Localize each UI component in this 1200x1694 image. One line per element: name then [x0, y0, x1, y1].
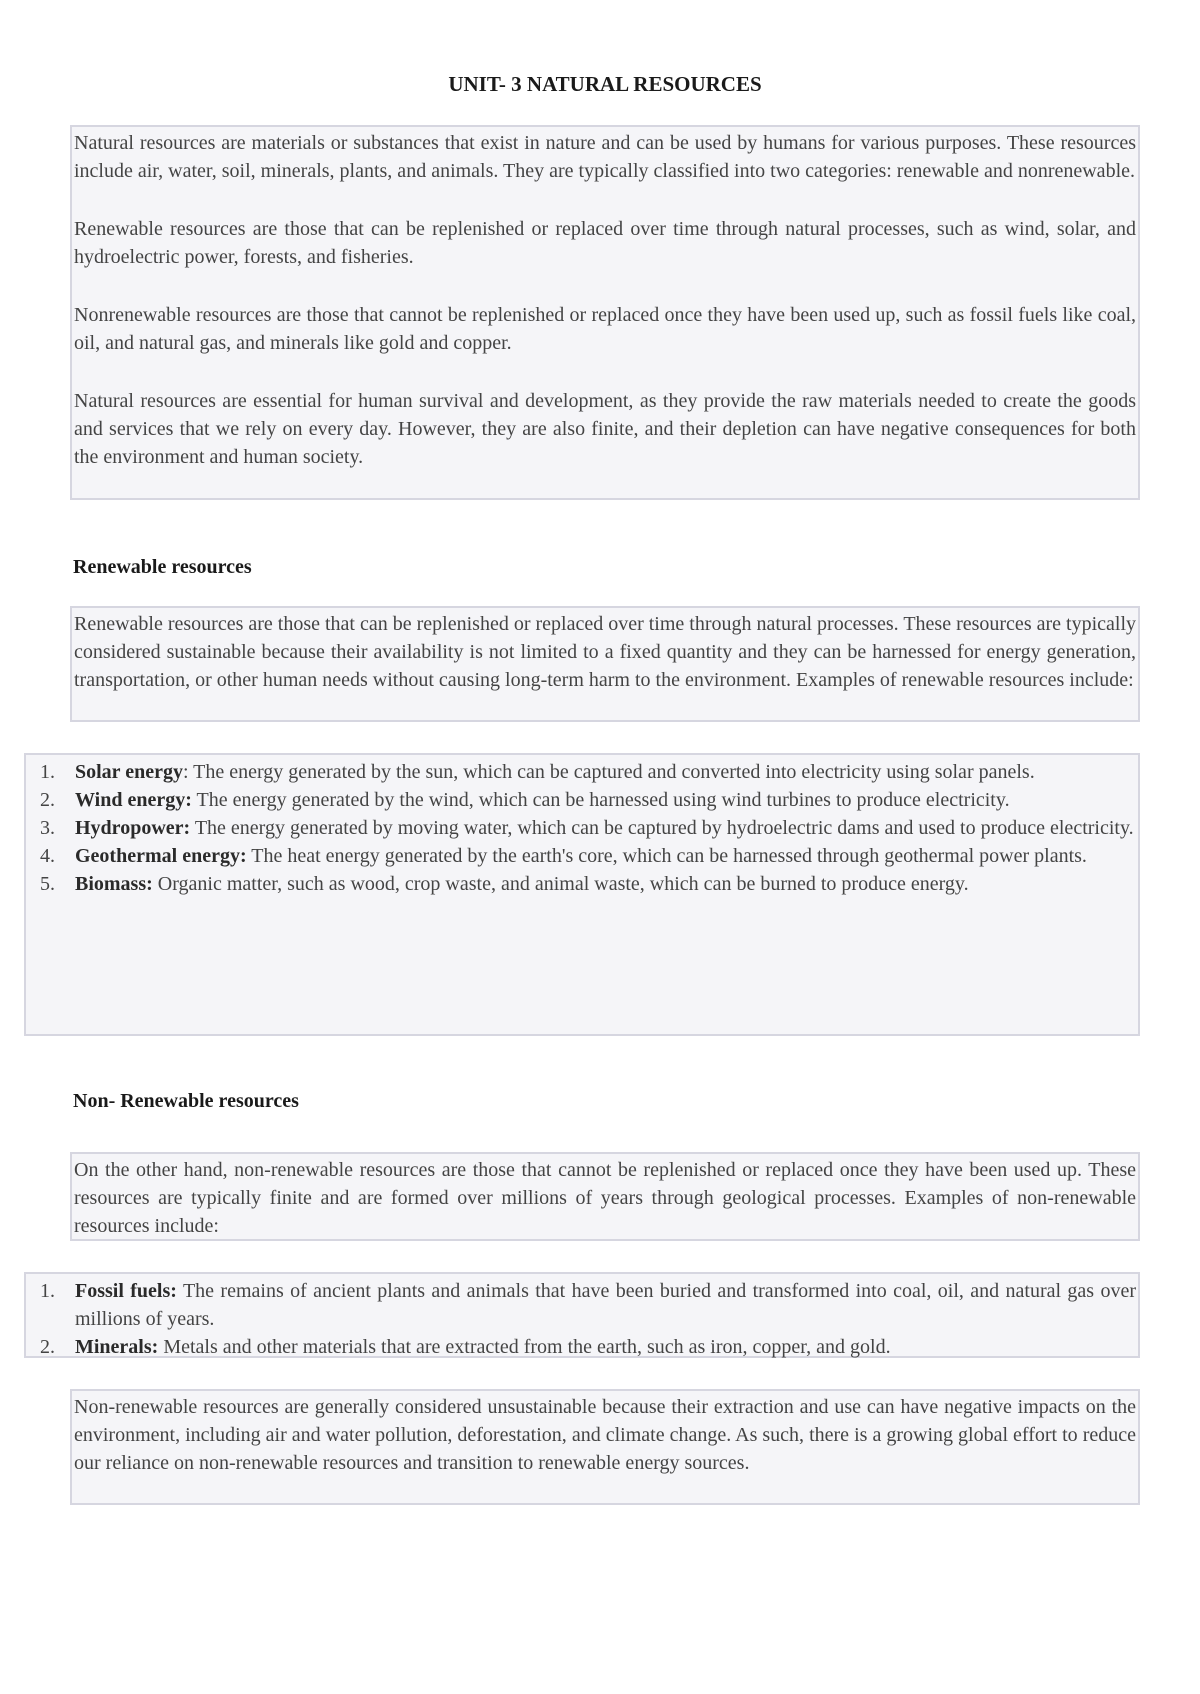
list-number: 2. — [40, 789, 55, 811]
list-text: : The energy generated by the sun, which can be captured and converted into electricity using solar panels. — [182, 761, 1035, 783]
closing-paragraph: Non-renewable resources are generally considered unsustainable because their extraction and use can have negative impacts on the environment, including air and water pollution, deforestation, and climate change. As such, there is a growing global effort to reduce our reliance on non-renewable resources and transition to renewable energy sources. — [74, 1396, 1136, 1474]
list-number: 3. — [40, 817, 55, 839]
nonrenewable-intro-paragraph: On the other hand, non-renewable resources are those that cannot be replenished or replaced once they have been used up. These resources are typically finite and are formed over millions of years through geological processes. Examples of non-renewable resources include: — [74, 1159, 1136, 1237]
nonrenewable-intro — [70, 1152, 1140, 1241]
list-text: The remains of ancient plants and animals that have been buried and transformed into coal, oil, and natural gas over millions of years. — [75, 1280, 1136, 1330]
list-item — [26, 758, 1136, 786]
list-item — [26, 842, 1136, 870]
list-number: 4. — [40, 845, 55, 867]
intro-paragraph: Renewable resources are those that can be replenished or replaced over time through natural processes, such as wind, solar, and hydroelectric power, forests, and fisheries. — [74, 218, 1136, 268]
list-number: 2. — [40, 1336, 55, 1358]
list-item — [26, 786, 1136, 814]
list-item — [26, 870, 1136, 898]
list-item — [26, 1277, 1136, 1333]
list-number: 1. — [40, 1280, 55, 1302]
list-term: Minerals: — [75, 1336, 159, 1358]
renewable-intro — [70, 606, 1140, 722]
renewable-intro-paragraph: Renewable resources are those that can be replenished or replaced over time through natural processes. These resources are typically considered sustainable because their availability is not limited to a fixed quantity and they can be harnessed for energy generation, transportation, or other human needs without causing long-term harm to the environment. Examples of renewable resources include: — [74, 613, 1136, 691]
nonrenewable-list — [24, 1272, 1140, 1358]
list-number: 5. — [40, 873, 55, 895]
list-term: Hydropower: — [75, 817, 191, 839]
list-term: Solar energy — [75, 761, 183, 783]
list-text: The energy generated by the wind, which can be harnessed using wind turbines to produce electricity. — [191, 789, 1010, 811]
list-term: Geothermal energy: — [75, 845, 247, 867]
intro-paragraph: Natural resources are essential for human survival and development, as they provide the raw materials needed to create the goods and services that we rely on every day. However, they are also finite, and their depletion can have negative consequences for both the environment and human society. — [74, 390, 1136, 468]
list-text: Organic matter, such as wood, crop waste, and animal waste, which can be burned to produce energy. — [152, 873, 969, 895]
renewable-list — [24, 753, 1140, 1036]
list-term: Fossil fuels: — [75, 1280, 177, 1302]
list-text: The heat energy generated by the earth's core, which can be harnessed through geothermal power plants. — [246, 845, 1087, 867]
list-term: Biomass: — [75, 873, 153, 895]
page-title: UNIT- 3 NATURAL RESOURCES — [448, 72, 762, 96]
list-number: 1. — [40, 761, 55, 783]
list-item — [26, 1333, 1136, 1361]
list-text: Metals and other materials that are extracted from the earth, such as iron, copper, and gold. — [158, 1336, 891, 1358]
intro-section — [70, 125, 1140, 500]
list-term: Wind energy: — [75, 789, 192, 811]
list-text: The energy generated by moving water, which can be captured by hydroelectric dams and used to produce electricity. — [190, 817, 1134, 839]
intro-paragraph: Natural resources are materials or substances that exist in nature and can be used by humans for various purposes. These resources include air, water, soil, minerals, plants, and animals. They are typically classified into two categories: renewable and nonrenewable. — [74, 132, 1136, 182]
closing-section — [70, 1389, 1140, 1505]
list-item — [26, 814, 1136, 842]
nonrenewable-heading: Non- Renewable resources — [73, 1090, 299, 1112]
intro-paragraph: Nonrenewable resources are those that cannot be replenished or replaced once they have been used up, such as fossil fuels like coal, oil, and natural gas, and minerals like gold and copper. — [74, 304, 1136, 354]
renewable-heading: Renewable resources — [73, 556, 252, 578]
